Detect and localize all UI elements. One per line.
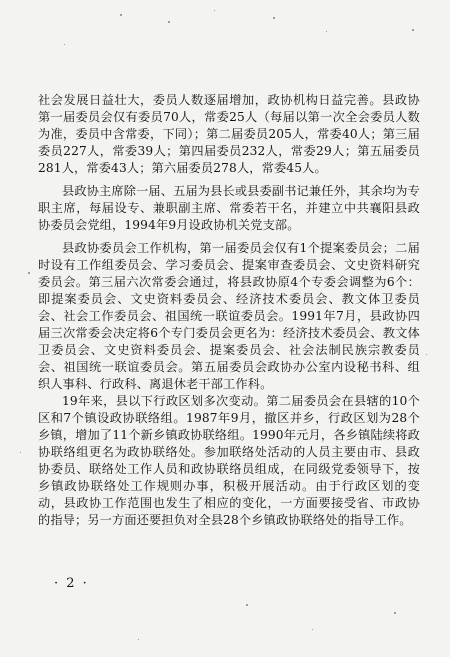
paragraph-liaison-groups: 19年来，县以下行政区划多次变动。第二届委员会在县辖的10个区和7个镇设政协联络组。1987年9月，撤区并乡，行政区划为28个乡镇，增加了11个新乡镇政协联络组。1990年元月，各乡镇陆续将政协联络组更名为政协联络处。参加联络处活动的人员主要由市、县政协委员、联络处工作人员和政协联络员组成，在同级党委领导下，按乡镇政协联络处工作规则办事，积极开展活动。由于行政区划的变动，县政协工作范围也发生了相应的变化，一方面要接受省、市政协的指导；另一方面还要担负对全县28个乡镇政协联络处的指导工作。 (38, 394, 421, 527)
body-text (38, 92, 420, 529)
page-number: · 2 · (54, 576, 89, 591)
scan-speck (20, 452, 21, 453)
scan-speck (412, 29, 414, 31)
scan-speck (394, 612, 396, 614)
scan-speck (120, 14, 122, 16)
scan-speck (138, 639, 139, 640)
scan-speck (246, 604, 248, 606)
scan-speck (64, 44, 65, 45)
scan-speck (273, 17, 275, 19)
scan-speck (326, 31, 327, 32)
scan-speck (214, 10, 215, 11)
scan-speck (312, 629, 313, 630)
paragraph-committee-membership: 社会发展日益壮大，委员人数逐届增加，政协机构日益完善。县政协第一届委员会仅有委员70人，常委25人（每届以第一次全会委员人数为准，委员中含常委，下同）；第二届委员205人，常委40人；第三届委员227人，常委39人；第四届委员232人，常委29人；第五届委员281人，常委43人；第六届委员278人，常委45人。 (38, 93, 420, 175)
scan-speck (168, 21, 170, 23)
scan-speck (28, 272, 30, 274)
scan-speck (426, 354, 427, 355)
paragraph-working-bodies: 县政协委员会工作机构，第一届委员会仅有1个提案委员会；二届时设有工作组委员会、学习委员会、提案审查委员会、文史资料研究委员会。第三届六次常委会通过，将县政协原4个专委会调整为6个：即提案委员会、文史资料委员会、经济技术委员会、教文体卫委员会、社会工作委员会、祖国统一联谊委员会。1991年7月，县政协四届三次常委会决定将6个专门委员会更名为：经济技术委员会、教文体卫委员会、文史资料委员会、提案委员会、社会法制民族宗教委员会、祖国统一联谊委员会。第五届委员会政协办公室内设秘书科、组织人事科、行政科、离退休老干部工作科。 (38, 241, 420, 391)
paragraph-chairmanship: 县政协主席除一届、五届为县长或县委副书记兼任外，其余均为专职主席，每届设专、兼职副主席、常委若干名，并建立中共襄阳县政协委员会党组，1994年9月设政协机关党支部。 (38, 184, 420, 232)
